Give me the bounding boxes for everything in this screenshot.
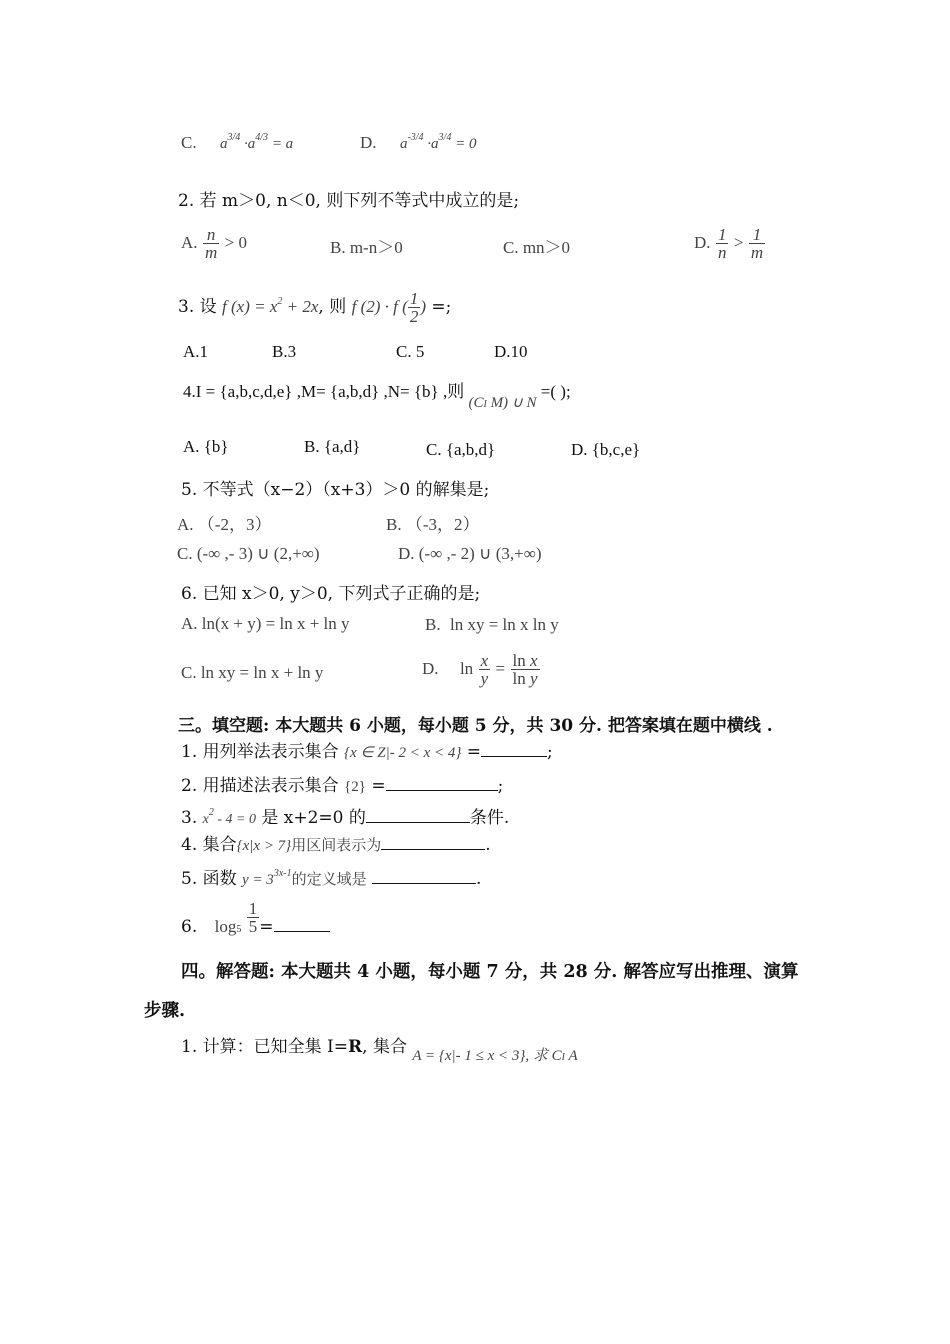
q2-d-label: D. [694, 233, 711, 252]
fraction-lnx-over-lny: $\frac{\text{ln x}}{\text{ln y}}$ [512, 651, 538, 688]
section3-title: 三。填空题: 本大题共 6 小题，每小题 5 分，共 30 分. 把答案填在题中横线 . [178, 716, 773, 736]
section4-title-cont: 步骤. [144, 1001, 186, 1021]
solve-1-text: 1. 计算：已知全集 I= [181, 1037, 348, 1057]
q4-stem-text: 4.I = {a,b,c,d,e} ,M= {a,b,d} ,N= {b} ,则 [183, 382, 465, 401]
fill-2-text: 2. 用描述法表示集合 [181, 776, 339, 796]
q6-option-d: D. ln $\frac{x}{y}$ = $\frac{\text{ln x}}{\text{ln y}}$ [422, 651, 538, 688]
q1-d-expr: $a^{-3/4} \cdot a^{3/4} = 0$ [399, 132, 477, 152]
q3-function-def: f $(x) = x^2 + 2x$ [222, 296, 319, 316]
q4-option-c: C. {a,b,d} [426, 440, 496, 459]
fill-3 [181, 803, 509, 828]
answer-blank[interactable] [366, 806, 470, 823]
q1-c-expr: $a^{3/4} \cdot a^{4/3} = a$ [220, 132, 294, 152]
q3-option-d: D.10 [494, 342, 528, 361]
fill-2-end: ; [497, 776, 504, 796]
fill-4-set: {x|x > 7} [236, 838, 292, 854]
fill-4 [181, 830, 491, 855]
q4-option-a: A. {b} [183, 437, 229, 456]
solve-1-mid: , 集合 [362, 1037, 407, 1057]
q2-option-b: B. m-n＞0 [330, 238, 403, 257]
q1-c-label: C. [181, 133, 197, 152]
fill-5-mid: 的定义域是 [291, 870, 367, 888]
fill-2-set: {2} [344, 779, 366, 795]
q3-stem-b: , 则 [318, 297, 347, 317]
section4-title: 四。解答题: 本大题共 4 小题，每小题 7 分，共 28 分. 解答应写出推理、演算 [181, 962, 799, 982]
q2-option-c: C. mn＞0 [503, 238, 571, 257]
q5-stem: 5. 不等式（x−2）（x+3）＞0 的解集是; [181, 480, 490, 500]
q5-option-d: D. (-∞ ,- 2) ∪ (3,+∞) [398, 544, 542, 563]
fill-1-equals: = [466, 742, 482, 762]
q4-stem [183, 377, 571, 411]
answer-blank[interactable] [386, 774, 498, 791]
q4-option-b: B. {a,d} [304, 437, 361, 456]
fill-4-mid: 用区间表示为 [291, 836, 382, 854]
solve-1-expr: A = {x|- 1 ≤ x < 3}, 求 CI A [412, 1048, 578, 1064]
q3-option-a: A.1 [183, 342, 209, 361]
q2-option-a: A. $\frac{n}{m}$ > 0 [181, 225, 247, 262]
fill-4-text: 4. 集合 [181, 835, 237, 855]
q6-b-label: B. [425, 615, 441, 634]
q3-stem-c: =; [431, 297, 452, 317]
fill-5-end: . [476, 869, 482, 889]
q2-a-label: A. [181, 233, 198, 252]
q6-stem: 6. 已知 x＞0, y＞0, 下列式子正确的是; [181, 584, 481, 604]
q5-option-b: B. （-3，2） [386, 515, 480, 534]
q5-option-a: A. （-2，3） [177, 515, 272, 534]
q5-option-c: C. (-∞ ,- 3) ∪ (2,+∞) [177, 544, 320, 563]
q4-option-d: D. {b,c,e} [571, 440, 641, 459]
q3-product: f (2) · f ( [351, 297, 408, 316]
fill-3-mid: 是 x+2=0 的 [261, 808, 366, 828]
q6-d-label: D. [422, 659, 439, 678]
answer-blank[interactable] [481, 740, 547, 757]
q3-stem: 3. 设 f $(x) = x^2 + 2x$, 则 f (2) · f ( $\frac{1}{2}$ ) =; [178, 289, 452, 326]
answer-blank[interactable] [274, 915, 330, 932]
answer-blank[interactable] [372, 867, 476, 884]
q6-b-expr: ln xy = ln x ln y [450, 615, 559, 634]
fill-5-text: 5. 函数 [181, 869, 237, 889]
fill-6-equals: = [259, 917, 274, 937]
q3-stem-a: 3. 设 [178, 297, 217, 317]
q1-option-d [360, 133, 476, 153]
answer-blank[interactable] [381, 833, 485, 850]
fill-3-end: 条件. [469, 808, 510, 828]
q3-option-b: B.3 [272, 342, 297, 361]
fill-1-text: 1. 用列举法表示集合 [181, 742, 339, 762]
q6-option-b [425, 615, 559, 635]
q1-d-label: D. [360, 133, 377, 152]
fraction-half: $\frac{1}{2}$ [409, 289, 419, 326]
fraction-x-over-y: $\frac{x}{y}$ [480, 651, 489, 688]
q2-option-d: D. $\frac{1}{n}$ > $\frac{1}{m}$ [694, 225, 764, 262]
fill-2 [181, 771, 503, 796]
q4-complement-expr: (CI M) ∪ N [468, 395, 537, 411]
q4-stem-tail: =( ); [540, 382, 571, 401]
q3-option-c: C. 5 [396, 342, 425, 361]
fill-5-expr: $y = 3^{3x-1}$ [242, 868, 292, 888]
fraction-n-over-m: $\frac{n}{m}$ [204, 225, 218, 262]
fill-2-equals: = [371, 776, 386, 796]
fill-4-end: . [485, 835, 491, 855]
fraction-1-over-5: $\frac{1}{5}$ [248, 899, 258, 936]
fraction-1-over-m: $\frac{1}{m}$ [750, 225, 764, 262]
fill-6: 6. log5 $\frac{1}{5}$ = [181, 900, 330, 935]
fill-1-set: {x ∈ Z|- 2 < x < 4} [344, 745, 462, 761]
solve-1-R: R [348, 1037, 363, 1057]
fill-1 [181, 737, 553, 762]
solve-1 [181, 1032, 578, 1064]
fill-5 [181, 864, 481, 889]
fill-1-end: ; [547, 742, 553, 762]
fill-6-text: 6. [181, 917, 198, 937]
q2-stem: 2. 若 m＞0, n＜0, 则下列不等式中成立的是; [178, 191, 520, 211]
q6-option-c: C. ln xy = ln x + ln y [181, 663, 324, 682]
fraction-1-over-n: $\frac{1}{n}$ [717, 225, 727, 262]
q1-option-c [181, 133, 293, 153]
q6-option-a: A. ln(x + y) = ln x + ln y [181, 614, 350, 633]
fill-3-expr: $x^2 - 4 = 0$ [202, 807, 256, 827]
fill-3-text: 3. [181, 808, 198, 828]
